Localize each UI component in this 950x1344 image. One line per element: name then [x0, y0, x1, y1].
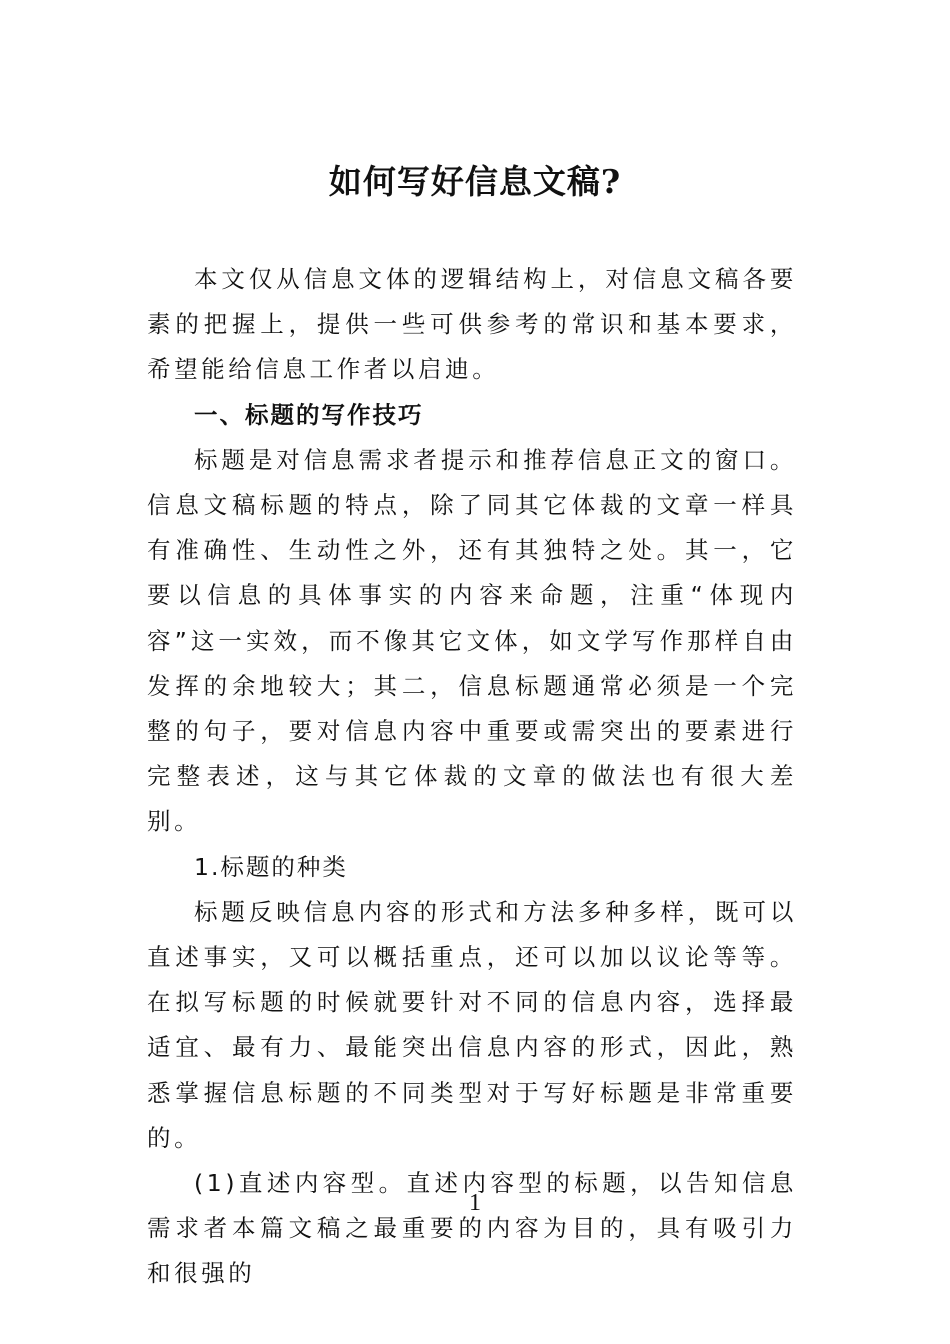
subsection-paragraph: 标题反映信息内容的形式和方法多种多样，既可以直述事实，又可以概括重点，还可以加以议论等等。在拟写标题的时候就要针对不同的信息内容，选择最适宜、最有力、最能突出信息内容的形式，因此，熟悉掌握信息标题的不同类型对于写好标题是非常重要的。: [147, 897, 797, 1152]
section-paragraph: 标题是对信息需求者提示和推荐信息正文的窗口。信息文稿标题的特点，除了同其它体裁的文章一样具有准确性、生动性之外，还有其独特之处。其一，它要以信息的具体事实的内容来命题，注重“体现内容”这一实效，而不像其它文体，如文学写作那样自由发挥的余地较大；其二，信息标题通常必须是一个完整的句子，要对信息内容中重要或需突出的要素进行完整表述，这与其它体裁的文章的做法也有很大差别。: [147, 445, 797, 836]
page-number: 1: [469, 1190, 481, 1216]
section-heading: 一、标题的写作技巧: [194, 400, 424, 429]
document-body: [147, 257, 797, 1297]
subsection-heading: 1.标题的种类: [194, 852, 348, 881]
document-title: 如何写好信息文稿?: [328, 162, 622, 201]
intro-paragraph: 本文仅从信息文体的逻辑结构上，对信息文稿各要素的把握上，提供一些可供参考的常识和基本要求，希望能给信息工作者以启迪。: [147, 265, 797, 384]
list-item-paragraph: (1)直述内容型。直述内容型的标题，以告知信息需求者本篇文稿之最重要的内容为目的，具有吸引力和很强的: [147, 1169, 797, 1288]
